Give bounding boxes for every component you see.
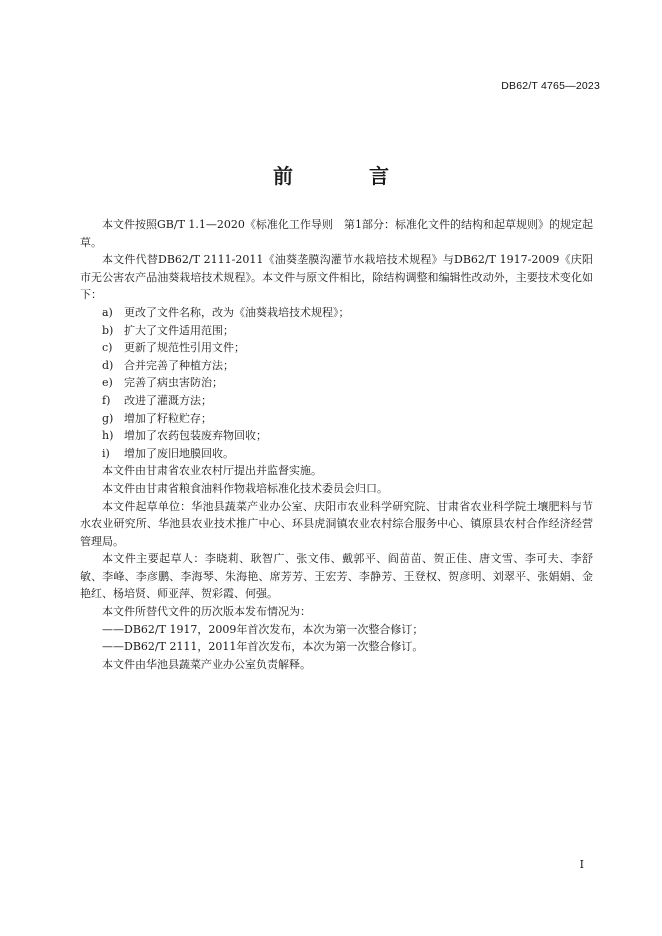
list-item — [80, 410, 593, 428]
paragraph-drafters: 本文件主要起草人：李晓莉、耿智广、张文伟、戴郭平、阎苗苗、贺正佳、唐文雪、李可夫、李舒敏、李峰、李彦鹏、李海琴、朱海艳、席芳芳、王宏芳、李静芳、王登权、贺彦明、刘翠平、张娟娟、金艳红、杨培贤、师亚萍、贺彩霞、何强。 — [80, 552, 593, 601]
list-item-text: 增加了废旧地膜回收。 — [124, 446, 234, 460]
list-marker: f) — [102, 393, 111, 407]
list-item-text: 完善了病虫害防治； — [124, 376, 223, 390]
document-body — [80, 216, 593, 673]
history-entry: ——DB62/T 2111，2011年首次发布，本次为第一次整合修订。 — [102, 640, 424, 654]
history-entry: ——DB62/T 1917，2009年首次发布，本次为第一次整合修订； — [102, 622, 424, 636]
paragraph-drafting-units: 本文件起草单位：华池县蔬菜产业办公室、庆阳市农业科学研究院、甘肃省农业科学院土壤肥料与节水农业研究所、华池县农业技术推广中心、环县虎洞镇农业农村综合服务中心、镇原县农村合作经济经营管理局。 — [80, 499, 593, 548]
page-number: I — [579, 858, 584, 871]
list-marker: g) — [102, 411, 114, 425]
list-item-text: 更新了规范性引用文件； — [124, 341, 245, 355]
document-code: DB62/T 4765—2023 — [501, 80, 600, 92]
paragraph-centralized-by: 本文件由甘肃省粮食油料作物栽培标准化技术委员会归口。 — [102, 481, 388, 495]
list-item — [80, 357, 593, 375]
list-item-text: 更改了文件名称，改为《油葵栽培技术规程》； — [124, 305, 350, 319]
list-item-text: 合并完善了种植方法； — [124, 358, 234, 372]
list-item-text: 增加了农药包装废弃物回收； — [124, 429, 267, 443]
list-item — [80, 374, 593, 392]
paragraph-proposed-by: 本文件由甘肃省农业农村厅提出并监督实施。 — [102, 464, 322, 478]
list-marker: d) — [102, 358, 114, 372]
changes-list — [80, 304, 593, 462]
list-item-text: 扩大了文件适用范围； — [124, 323, 234, 337]
paragraph-drafting-rules: 本文件按照GB/T 1.1—2020《标准化工作导则 第1部分：标准化文件的结构和起草规则》的规定起草。 — [80, 218, 593, 249]
list-item — [80, 427, 593, 445]
paragraph-interpretation: 本文件由华池县蔬菜产业办公室负责解释。 — [102, 657, 311, 671]
list-marker: c) — [102, 341, 113, 355]
list-marker: i) — [102, 446, 110, 460]
list-marker: a) — [102, 305, 113, 319]
list-item — [80, 339, 593, 357]
list-item — [80, 445, 593, 463]
list-item-text: 增加了籽粒贮存； — [124, 411, 212, 425]
list-marker: h) — [102, 429, 114, 443]
list-item — [80, 392, 593, 410]
list-marker: e) — [102, 376, 113, 390]
list-item — [80, 322, 593, 340]
page-title: 前 言 — [273, 164, 417, 188]
paragraph-replacement: 本文件代替DB62/T 2111-2011《油葵垄膜沟灌节水栽培技术规程》与DB62/T 1917-2009《庆阳市无公害农产品油葵栽培技术规程》。本文件与原文件相比，除结构调整和编辑性改动外，主要技术变化如下： — [80, 253, 593, 302]
list-marker: b) — [102, 323, 114, 337]
list-item-text: 改进了灌溉方法； — [124, 393, 212, 407]
list-item — [80, 304, 593, 322]
paragraph-history-intro: 本文件所替代文件的历次版本发布情况为： — [102, 605, 311, 619]
